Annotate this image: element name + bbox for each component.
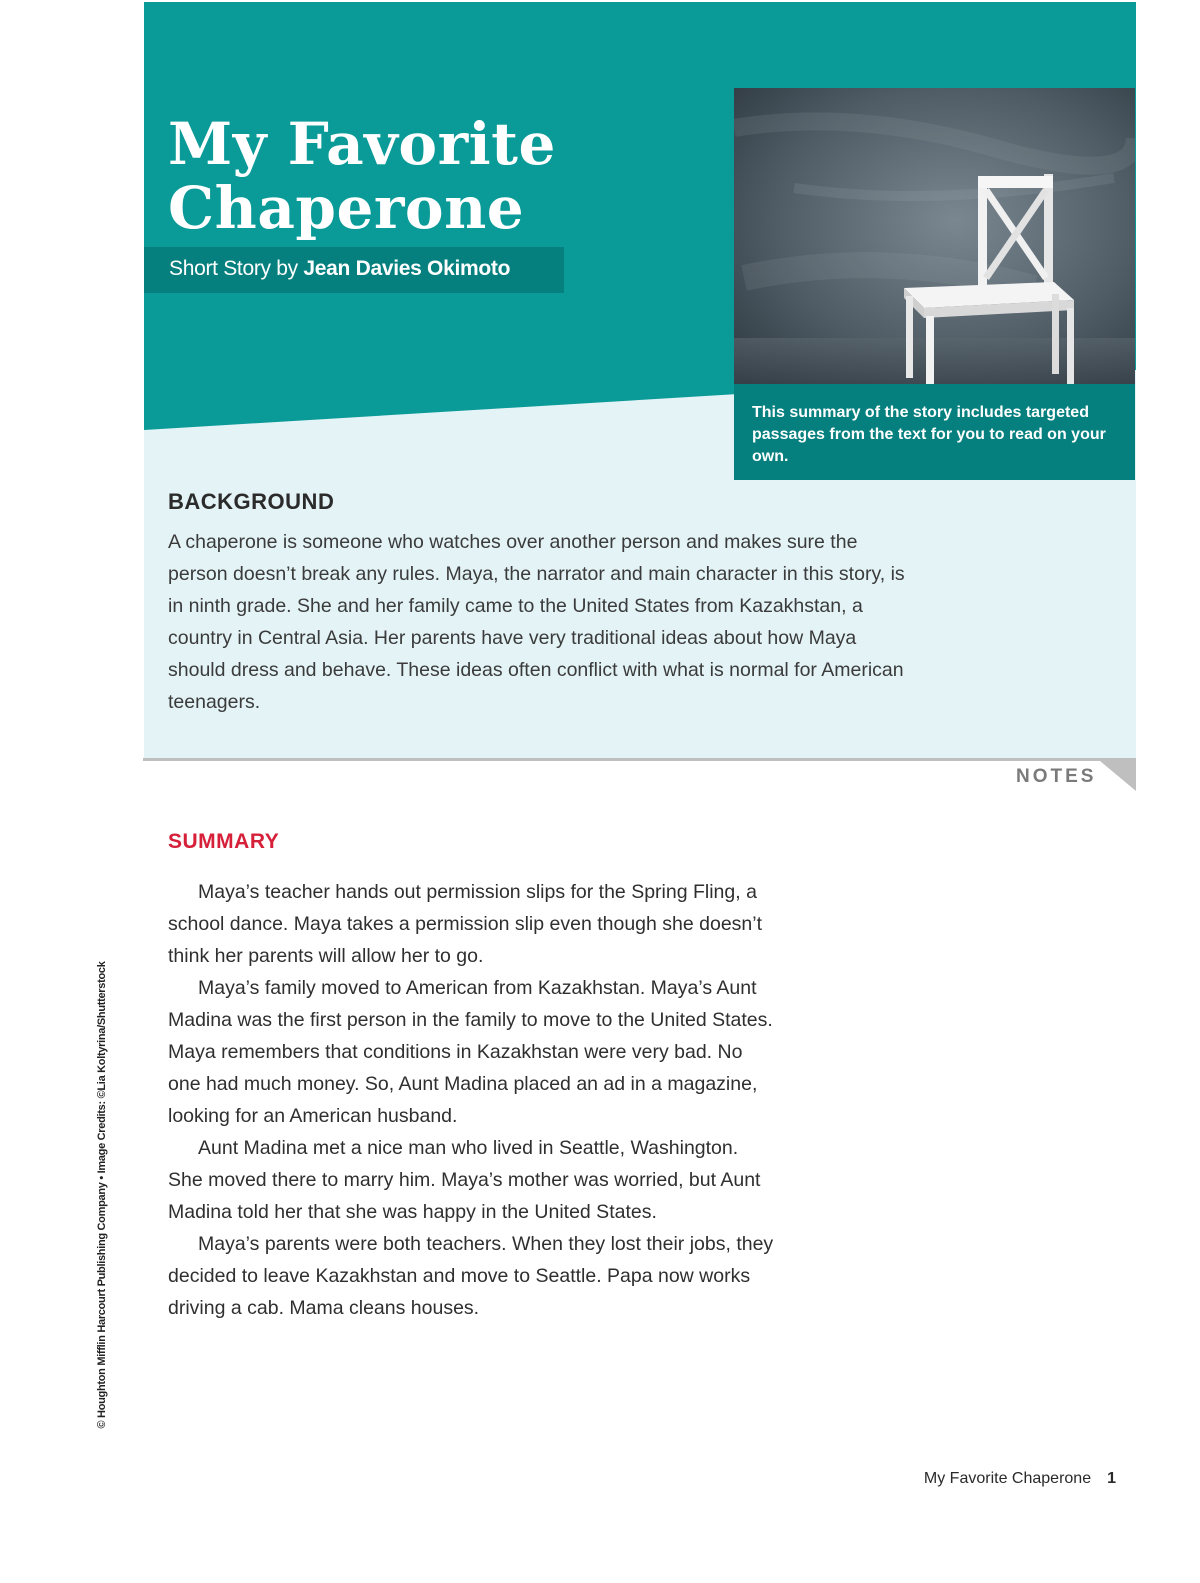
summary-paragraph: Maya’s teacher hands out permission slips for the Spring Fling, a school dance. Maya takes a permission slip even though she doesn’t think her parents will allow her to go.: [168, 881, 763, 967]
notes-corner-icon: [1100, 761, 1136, 791]
summary-caption: This summary of the story includes targeted passages from the text for you to read on your own.: [752, 404, 1106, 465]
byline-prefix: Short Story by: [169, 257, 298, 280]
footer-title: My Favorite Chaperone: [923, 1470, 1092, 1487]
byline: [169, 257, 510, 281]
background-text: A chaperone is someone who watches over another person and makes sure the person doesn’t break any rules. Maya, the narrator and main character in this story, is in ninth grade. She and her family came to the United States from Kazakhstan, a country in Central Asia. Her parents have very traditional ideas about how Maya should dress and behave. These ideas often conflict with what is normal for American teenagers.: [168, 531, 905, 713]
chair-photo: [734, 88, 1135, 384]
summary-heading: SUMMARY: [168, 830, 280, 853]
background-heading: BACKGROUND: [168, 489, 335, 514]
summary-paragraph: Maya’s family moved to American from Kazakhstan. Maya’s Aunt Madina was the first person in the family to move to the United States. Maya remembers that conditions in Kazakhstan were very bad. No one had much money. So, Aunt Madina placed an ad in a magazine, looking for an American husband.: [168, 977, 773, 1127]
summary-paragraph: Aunt Madina met a nice man who lived in Seattle, Washington. She moved there to marry him. Maya’s mother was worried, but Aunt Madina told her that she was happy in the United States.: [168, 1137, 761, 1223]
notes-label: NOTES: [1016, 766, 1097, 787]
page-title: [168, 112, 556, 240]
title-line-2: Chaperone: [168, 174, 525, 242]
page-number: 1: [1107, 1470, 1116, 1487]
summary-body: [168, 876, 778, 1324]
title-line-1: My Favorite: [168, 110, 556, 178]
chair-photo-icon: [734, 88, 1135, 384]
summary-paragraph: Maya’s parents were both teachers. When they lost their jobs, they decided to leave Kazakhstan and move to Seattle. Papa now works driving a cab. Mama cleans houses.: [168, 1233, 774, 1319]
notes-divider: [143, 758, 1136, 761]
author-name: Jean Davies Okimoto: [303, 257, 511, 280]
page-footer: [924, 1470, 1116, 1488]
image-credit: © Houghton Mifflin Harcourt Publishing Company • Image Credits: ©Lia Koltyrina/Shutterstock: [96, 961, 108, 1429]
